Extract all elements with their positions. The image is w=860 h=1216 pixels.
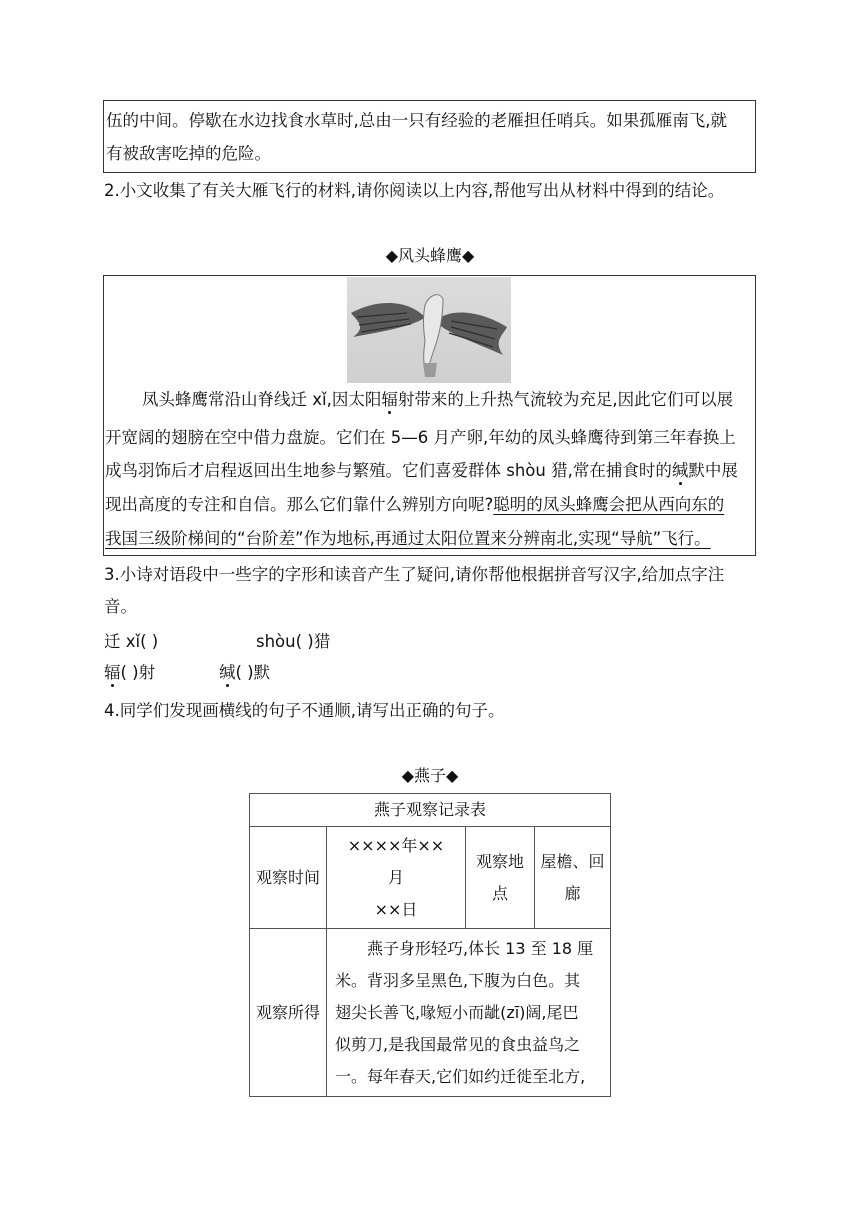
dotted-char-fu: 辐 — [381, 390, 398, 409]
bird-of-prey-photo-icon — [347, 277, 511, 383]
buzzard-text-line-3: 成鸟羽饰后才启程返回出生地参与繁殖。它们喜爱群体 shòu 猎,常在捕食时的缄默中展 — [105, 461, 738, 480]
time-label: 观察时间 — [250, 827, 327, 929]
buzzard-text-line-2: 开宽阔的翅膀在空中借力盘旋。它们在 5—6 月产卵,年幼的凤头蜂鹰待到第三年春换上 — [105, 428, 736, 447]
dotted-char-fu-2: 辐 — [104, 663, 121, 682]
answer-blank-jian-mo[interactable]: 缄( )默 — [219, 663, 271, 682]
geese-text-line-2: 有被敌害吃掉的危险。 — [106, 144, 271, 163]
result-label: 观察所得 — [250, 929, 327, 1097]
answer-blank-shou-lie[interactable]: shòu( )猎 — [256, 632, 331, 651]
question-2: 2.小文收集了有关大雁飞行的材料,请你阅读以上内容,帮他写出从材料中得到的结论。 — [104, 181, 725, 200]
buzzard-text-line-4: 现出高度的专注和自信。那么它们靠什么辨别方向呢?聪明的凤头蜂鹰会把从西向东的 — [105, 495, 725, 514]
underlined-sentence-part-1: 聪明的凤头蜂鹰会把从西向东的 — [493, 495, 725, 514]
table-title: 燕子观察记录表 — [250, 794, 611, 827]
result-text: 燕子身形轻巧,体长 13 至 18 厘 米。背羽多呈黑色,下腹为白色。其 翅尖长善飞,喙短小而龇(zī)阔,尾巴 似剪刀,是我国最常见的食虫益鸟之 一。每年春天,它们如约迁徙至北方, — [327, 929, 611, 1097]
question-3-line-2: 音。 — [104, 597, 137, 616]
time-value: ××××年×× 月 ××日 — [327, 827, 466, 929]
question-3-line-1: 3.小诗对语段中一些字的字形和读音产生了疑问,请你帮他根据拼音写汉字,给加点字注 — [104, 565, 725, 584]
question-4: 4.同学们发现画横线的句子不通顺,请写出正确的句子。 — [104, 701, 505, 720]
answer-blank-qian-xi[interactable]: 迁 xǐ( ) — [104, 632, 159, 651]
swallow-observation-table — [249, 793, 611, 1097]
buzzard-text-line-1: 凤头蜂鹰常沿山脊线迁 xǐ,因太阳辐射带来的上升热气流较为充足,因此它们可以展 — [142, 390, 734, 409]
underlined-sentence-part-2: 我国三级阶梯间的“台阶差”作为地标,再通过太阳位置来分辨南北,实现“导航”飞行。 — [105, 529, 711, 548]
dotted-char-jian: 缄 — [671, 461, 689, 480]
place-label: 观察地 点 — [466, 827, 535, 929]
answer-blank-fu-she[interactable]: 辐( )射 — [104, 663, 156, 682]
section-heading-swallow: ◆燕子◆ — [401, 766, 459, 785]
geese-text-line-1: 伍的中间。停歇在水边找食水草时,总由一只有经验的老雁担任哨兵。如果孤雁南飞,就 — [106, 111, 727, 130]
section-heading-honey-buzzard: ◆风头蜂鹰◆ — [385, 246, 475, 265]
dotted-char-jian-2: 缄 — [219, 663, 236, 682]
place-value: 屋檐、回 廊 — [535, 827, 611, 929]
